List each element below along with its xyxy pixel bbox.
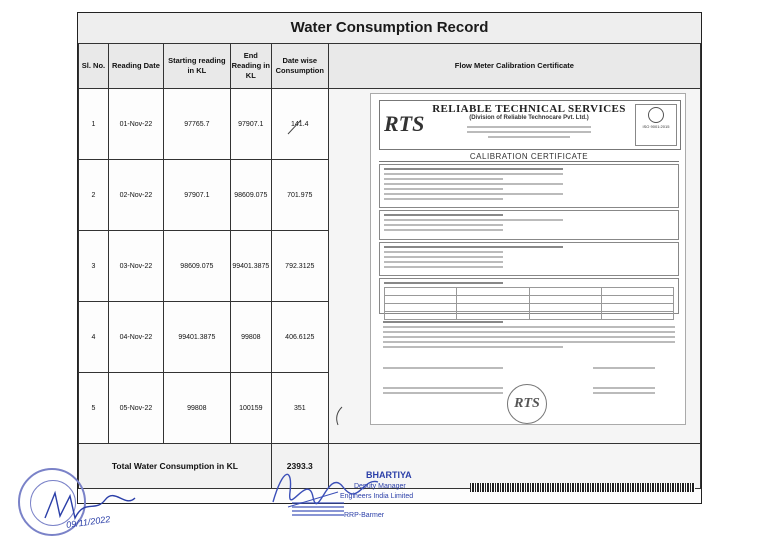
cell-end: 99401.3875: [230, 231, 271, 302]
cell-date: 02-Nov-22: [108, 160, 163, 231]
tick-mark-icon: [285, 118, 305, 138]
equipment-block: [379, 242, 679, 276]
cell-end: 99808: [230, 302, 271, 373]
cell-date: 05-Nov-22: [108, 373, 163, 444]
header-sl-no: Sl. No.: [79, 44, 109, 89]
cell-start: 97765.7: [163, 89, 230, 160]
record-sheet: [77, 12, 702, 504]
cell-start: 97907.1: [163, 160, 230, 231]
cell-date: 04-Nov-22: [108, 302, 163, 373]
stamp-designation: Deputy Manager: [354, 483, 406, 490]
results-table: [384, 287, 674, 320]
tick-mark-icon: [330, 405, 350, 427]
page-title: Water Consumption Record: [78, 13, 701, 44]
cell-consumption: 701.975: [271, 160, 328, 231]
total-label: Total Water Consumption in KL: [79, 444, 272, 489]
iso-badge: [635, 104, 677, 146]
header-row: [79, 44, 701, 89]
header-consumption: Date wise Consumption: [271, 44, 328, 89]
rts-round-stamp: RTS: [507, 384, 547, 424]
cell-consumption: 351: [271, 373, 328, 444]
certificate-header: [379, 100, 681, 150]
stamp-hindi-lines: [292, 500, 344, 518]
header-end-reading: End Reading in KL: [230, 44, 271, 89]
total-value: 2393.3: [271, 444, 328, 489]
signature-date: 09/11/2022: [65, 513, 111, 531]
cell-end: 100159: [230, 373, 271, 444]
header-certificate: Flow Meter Calibration Certificate: [328, 44, 700, 89]
customer-block: [379, 164, 679, 208]
cell-start: 99808: [163, 373, 230, 444]
cell-consumption: 141.4: [271, 89, 328, 160]
notes-block: [379, 318, 679, 358]
iso-seal-icon: [648, 107, 664, 123]
cell-start: 98609.075: [163, 231, 230, 302]
results-block: [379, 278, 679, 314]
cell-end: 97907.1: [230, 89, 271, 160]
cell-consumption: 792.3125: [271, 231, 328, 302]
company-address: [426, 123, 632, 141]
cell-sl: 5: [79, 373, 109, 444]
barcode: [470, 483, 695, 492]
rts-logo: RTS: [384, 111, 425, 136]
header-start-reading: Starting reading in KL: [163, 44, 230, 89]
cell-sl: 2: [79, 160, 109, 231]
cell-end: 98609.075: [230, 160, 271, 231]
company-name: RELIABLE TECHNICAL SERVICES: [432, 103, 626, 115]
total-row: [79, 444, 701, 489]
stamp-location: RRP-Barmer: [344, 512, 385, 519]
cell-date: 01-Nov-22: [108, 89, 163, 160]
calibration-certificate-image: [370, 93, 686, 425]
cell-sl: 3: [79, 231, 109, 302]
iso-label: ISO 9001:2015: [642, 124, 670, 129]
certificate-title: CALIBRATION CERTIFICATE: [379, 152, 679, 162]
cell-sl: 1: [79, 89, 109, 160]
cell-date: 03-Nov-22: [108, 231, 163, 302]
header-reading-date: Reading Date: [108, 44, 163, 89]
company-division: (Division of Reliable Technocare Pvt. Ltd.): [469, 115, 589, 121]
stamp-company: Engineers India Limited: [340, 493, 414, 500]
description-block: [379, 210, 679, 240]
cell-start: 99401.3875: [163, 302, 230, 373]
stamp-name: BHARTIYA: [366, 470, 412, 480]
cell-sl: 4: [79, 302, 109, 373]
cell-consumption: 406.6125: [271, 302, 328, 373]
